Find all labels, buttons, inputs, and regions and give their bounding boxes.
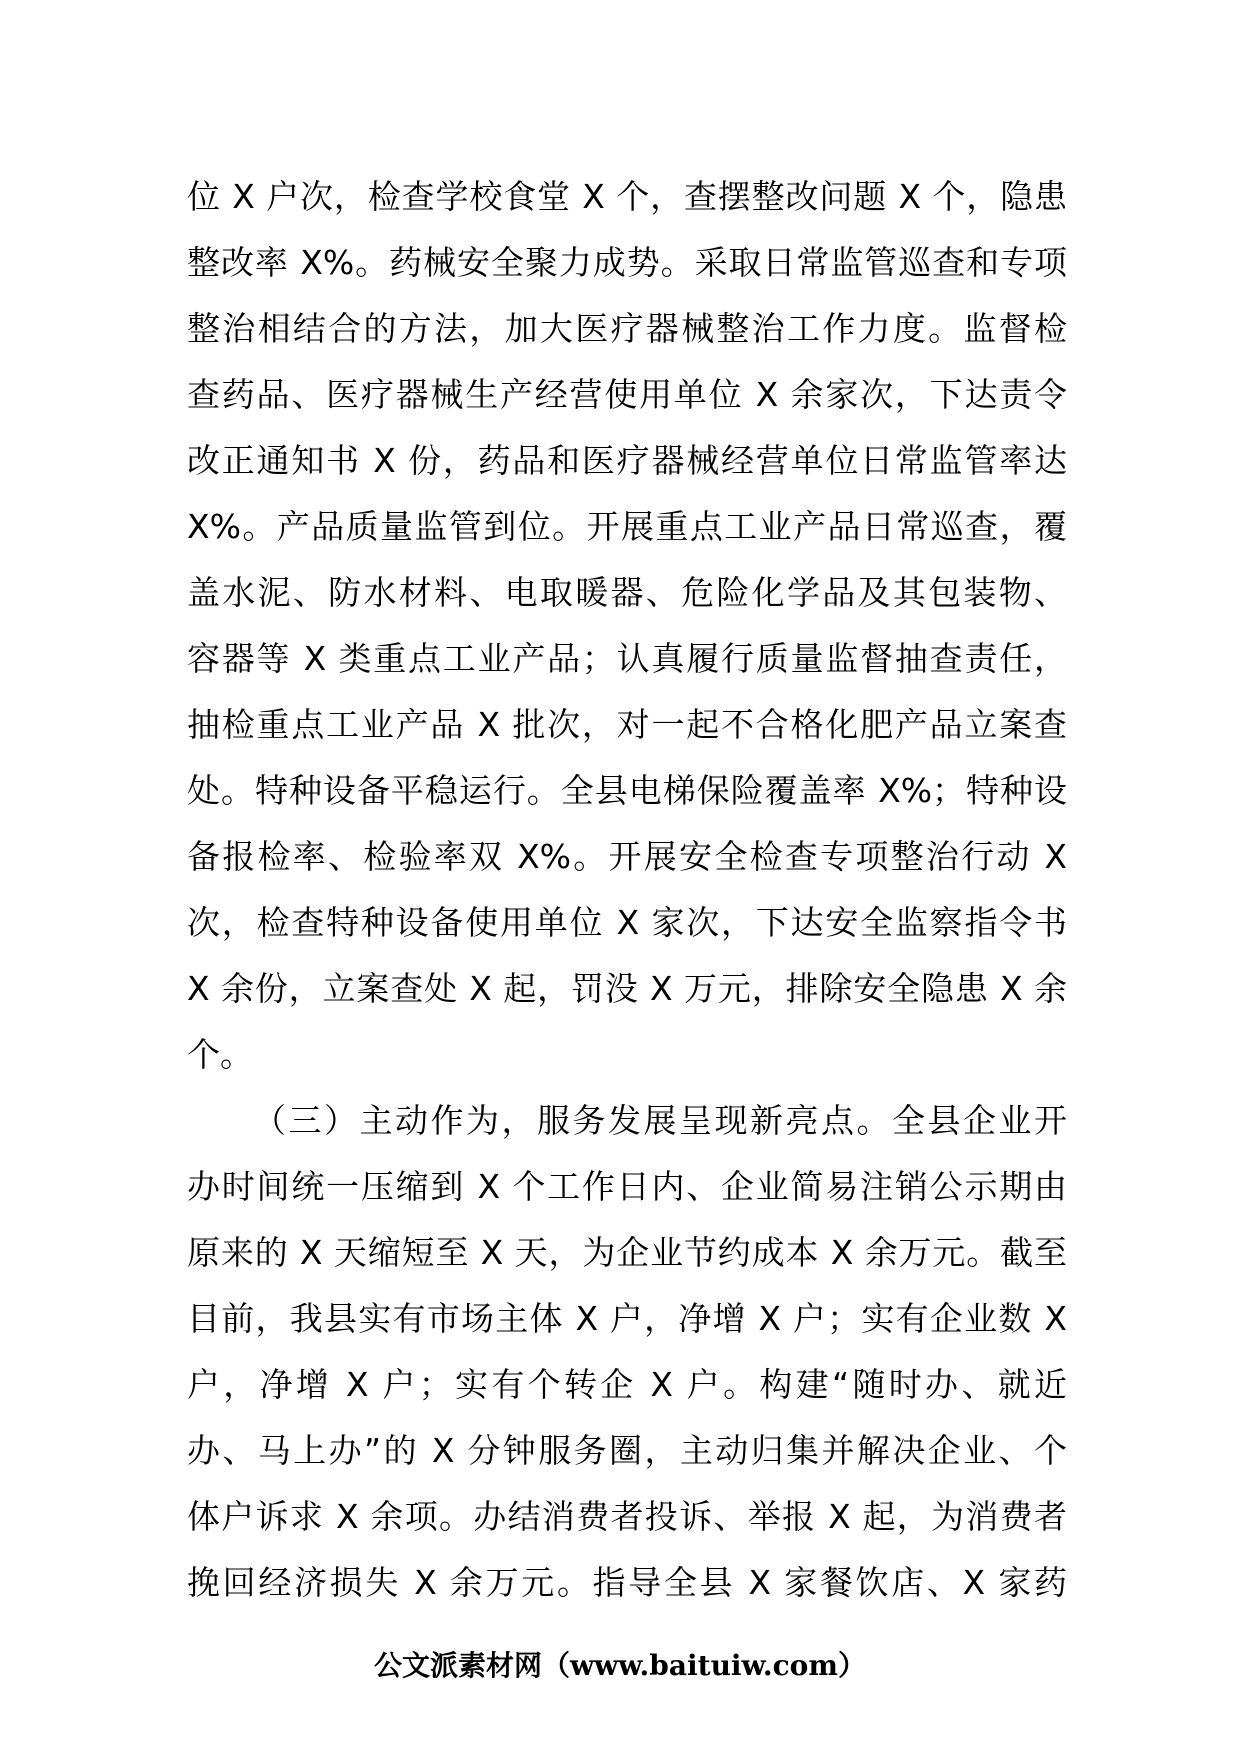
text-line: 整改率 X%。药械安全聚力成势。采取日常监管巡查和专项 bbox=[187, 243, 1067, 282]
section-heading-line: （三）主动作为，服务发展呈现新亮点。全县企业开 bbox=[253, 1101, 1067, 1140]
text-line: X%。产品质量监管到位。开展重点工业产品日常巡查，覆 bbox=[187, 507, 1067, 546]
text-line: 办时间统一压缩到 X 个工作日内、企业简易注销公示期由 bbox=[187, 1167, 1067, 1206]
text-line: 体户诉求 X 余项。办结消费者投诉、举报 X 起，为消费者 bbox=[187, 1497, 1067, 1536]
body-text bbox=[187, 164, 1067, 1616]
text-line: 户，净增 X 户；实有个转企 X 户。构建“随时办、就近 bbox=[187, 1365, 1067, 1404]
text-line: 挽回经济损失 X 余万元。指导全县 X 家餐饮店、X 家药 bbox=[187, 1563, 1067, 1602]
text-line: 容器等 X 类重点工业产品；认真履行质量监督抽查责任， bbox=[187, 639, 1067, 678]
text-line: 次，检查特种设备使用单位 X 家次，下达安全监察指令书 bbox=[187, 903, 1067, 942]
text-line: X 余份，立案查处 X 起，罚没 X 万元，排除安全隐患 X 余 bbox=[187, 969, 1067, 1008]
text-line: 处。特种设备平稳运行。全县电梯保险覆盖率 X%；特种设 bbox=[187, 771, 1067, 810]
text-line: 目前，我县实有市场主体 X 户，净增 X 户；实有企业数 X bbox=[187, 1299, 1067, 1338]
text-line: 位 X 户次，检查学校食堂 X 个，查摆整改问题 X 个，隐患 bbox=[187, 177, 1067, 216]
text-line: 整治相结合的方法，加大医疗器械整治工作力度。监督检 bbox=[187, 309, 1067, 348]
text-line: 盖水泥、防水材料、电取暖器、危险化学品及其包装物、 bbox=[187, 573, 1067, 612]
text-line: 查药品、医疗器械生产经营使用单位 X 余家次，下达责令 bbox=[187, 375, 1067, 414]
text-line: 原来的 X 天缩短至 X 天，为企业节约成本 X 余万元。截至 bbox=[187, 1233, 1067, 1272]
text-line: 办、马上办”的 X 分钟服务圈，主动归集并解决企业、个 bbox=[187, 1431, 1067, 1470]
footer-watermark: 公文派素材网（www.baituiw.com） bbox=[374, 1649, 866, 1682]
text-line: 改正通知书 X 份，药品和医疗器械经营单位日常监管率达 bbox=[187, 441, 1067, 480]
text-line: 备报检率、检验率双 X%。开展安全检查专项整治行动 X bbox=[187, 837, 1067, 876]
text-line: 抽检重点工业产品 X 批次，对一起不合格化肥产品立案查 bbox=[187, 705, 1067, 744]
text-line: 个。 bbox=[187, 1035, 253, 1074]
